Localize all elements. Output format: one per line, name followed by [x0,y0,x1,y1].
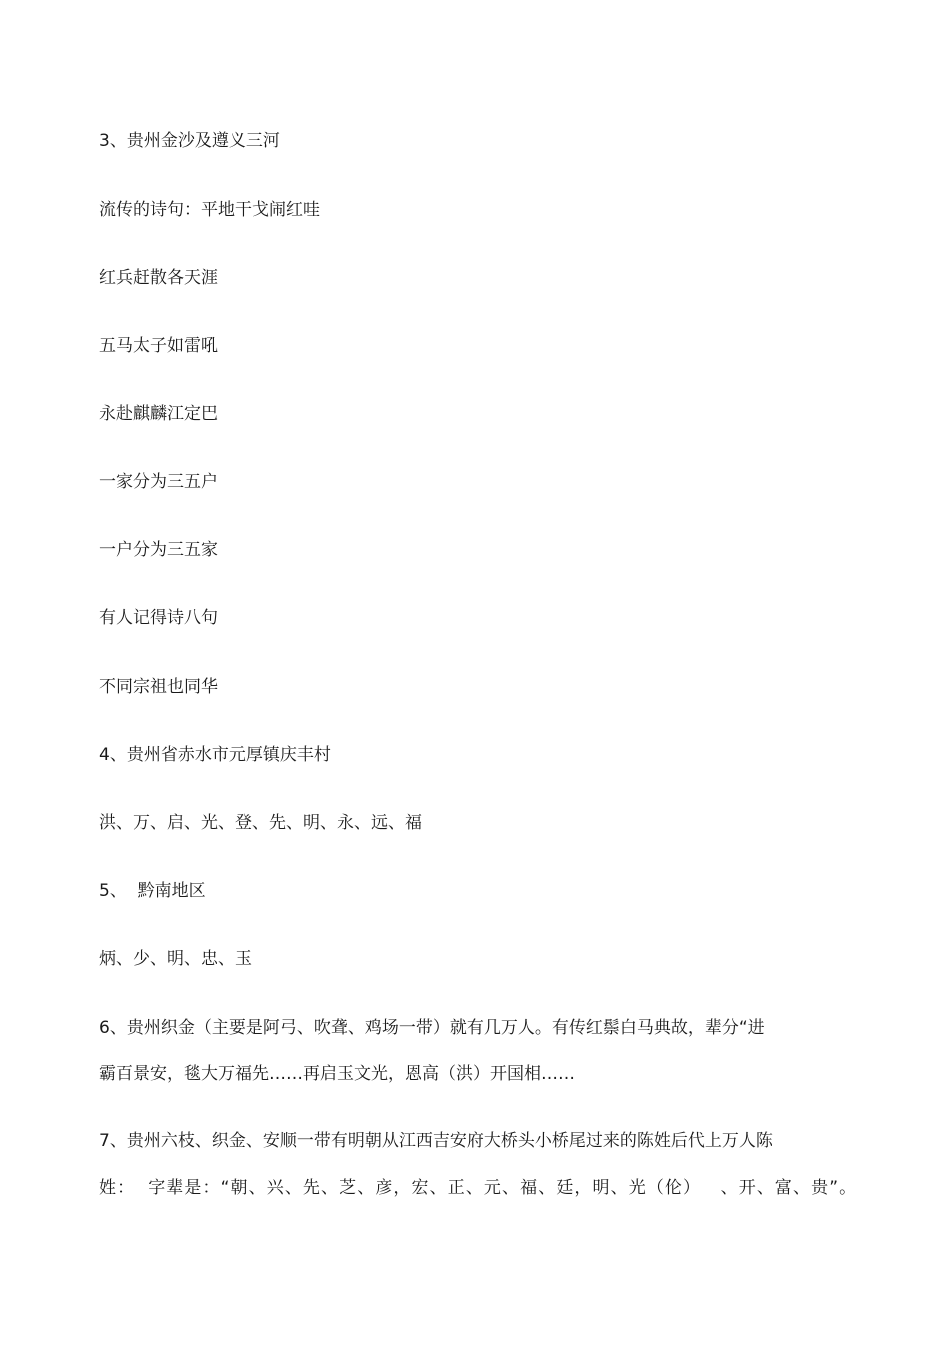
generation-names-qiannan: 炳、少、明、忠、玉 [99,949,252,969]
heading-guizhou-jinsha: 3、贵州金沙及遵义三河 [99,131,280,151]
poem-line-2: 红兵赶散各天涯 [99,268,218,288]
paragraph-liuzhi-line-2: 姓： 字辈是：“朝、兴、先、芝、彦，宏、正、元、福、廷，明、光（伦） 、开、富、贵”。 [99,1178,858,1198]
paragraph-liuzhi-line-1: 7、贵州六枝、织金、安顺一带有明朝从江西吉安府大桥头小桥尾过来的陈姓后代上万人陈 [99,1131,773,1151]
paragraph-zhijin-line-1: 6、贵州织金（主要是阿弓、吹聋、鸡场一带）就有几万人。有传红鬃白马典故，辈分“进 [99,1018,765,1038]
generation-names-chishui: 洪、万、启、光、登、先、明、永、远、福 [99,813,422,833]
heading-chishui-qingfeng: 4、贵州省赤水市元厚镇庆丰村 [99,745,331,765]
poem-line-4: 永赴麒麟江定巴 [99,404,218,424]
paragraph-zhijin-line-2: 霸百景安，毯大万福先……再启玉文光，恩高（洪）开国相…… [99,1064,575,1084]
poem-line-7: 有人记得诗八句 [99,608,218,628]
poem-line-5: 一家分为三五户 [99,472,218,492]
poem-line-3: 五马太子如雷吼 [99,336,218,356]
poem-line-6: 一户分为三五家 [99,540,218,560]
poem-line-1: 流传的诗句：平地干戈闹红哇 [99,200,320,220]
heading-qiannan: 5、 黔南地区 [99,881,206,901]
poem-line-8: 不同宗祖也同华 [99,677,218,697]
